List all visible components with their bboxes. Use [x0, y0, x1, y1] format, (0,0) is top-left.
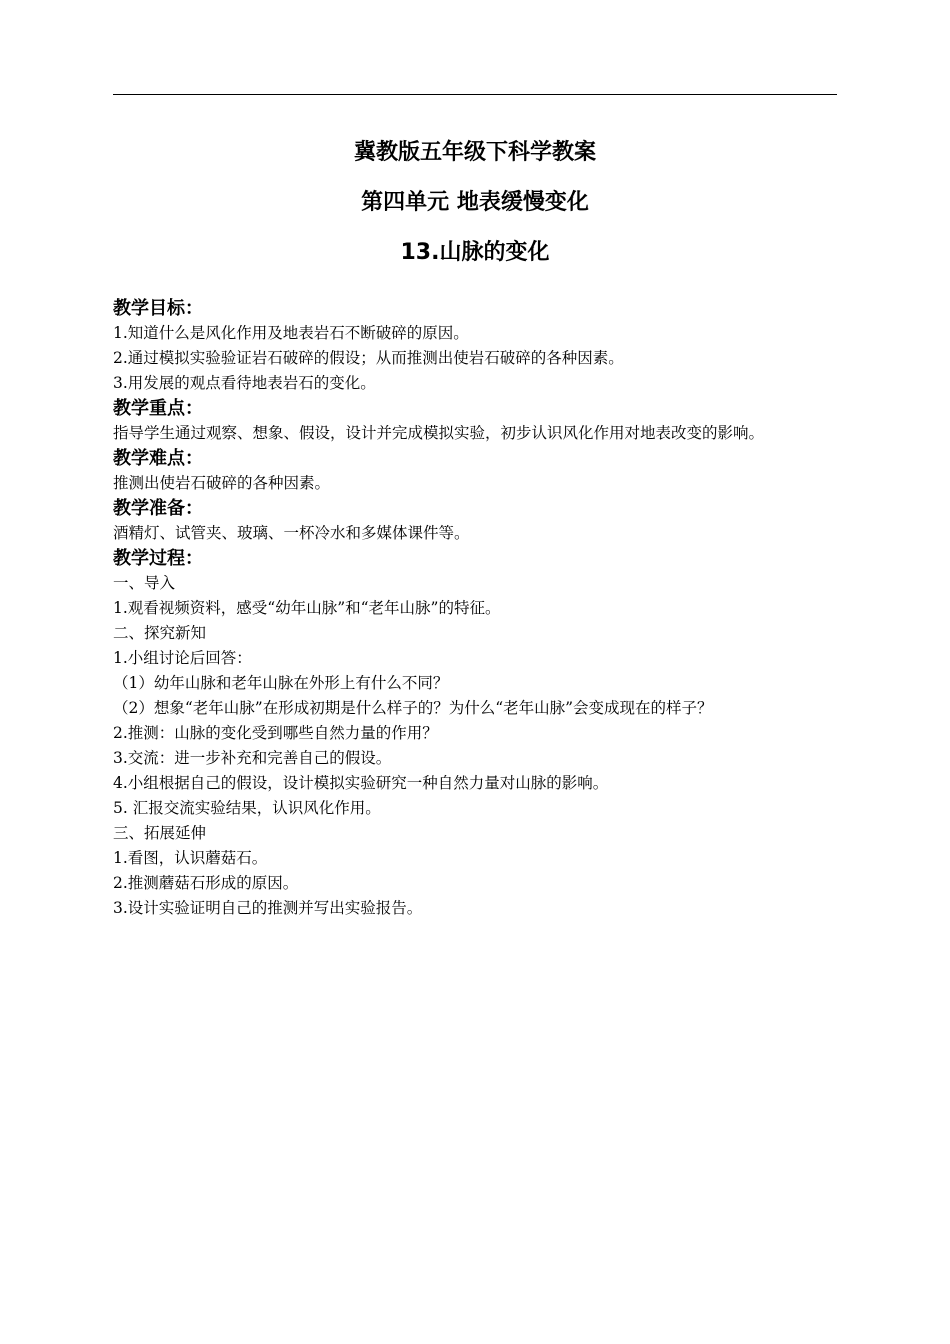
explore-item: （1）幼年山脉和老年山脉在外形上有什么不同？	[113, 674, 449, 692]
explore-item: （2）想象“老年山脉”在形成初期是什么样子的？为什么“老年山脉”会变成现在的样子？	[113, 699, 713, 717]
header-rule	[113, 94, 837, 95]
key-points-heading: 教学重点：	[113, 398, 203, 419]
extend-item: 2.推测蘑菇石形成的原因。	[113, 874, 299, 892]
objective-item: 1.知道什么是风化作用及地表岩石不断破碎的原因。	[113, 324, 469, 342]
explore-item: 2.推测：山脉的变化受到哪些自然力量的作用？	[113, 724, 438, 742]
objectives-heading: 教学目标：	[113, 298, 203, 319]
extend-item: 1.看图，认识蘑菇石。	[113, 849, 268, 867]
intro-section-title: 一、导入	[113, 574, 176, 592]
extend-item: 3.设计实验证明自己的推测并写出实验报告。	[113, 899, 423, 917]
explore-item: 5. 汇报交流实验结果，认识风化作用。	[113, 799, 381, 817]
document-title: 冀教版五年级下科学教案	[353, 140, 596, 165]
document-body	[113, 296, 837, 921]
explore-item: 3.交流：进一步补充和完善自己的假设。	[113, 749, 392, 767]
lesson-title: 13.山脉的变化	[400, 240, 550, 265]
extend-section-title: 三、拓展延伸	[113, 824, 207, 842]
difficulties-text: 推测出使岩石破碎的各种因素。	[113, 474, 331, 492]
key-points-text: 指导学生通过观察、想象、假设，设计并完成模拟实验，初步认识风化作用对地表改变的影响。	[113, 424, 765, 442]
explore-item: 4.小组根据自己的假设，设计模拟实验研究一种自然力量对山脉的影响。	[113, 774, 609, 792]
objective-item: 2.通过模拟实验验证岩石破碎的假设；从而推测出使岩石破碎的各种因素。	[113, 349, 624, 367]
intro-item: 1.观看视频资料，感受“幼年山脉”和“老年山脉”的特征。	[113, 599, 501, 617]
process-heading: 教学过程：	[113, 548, 203, 569]
objective-item: 3.用发展的观点看待地表岩石的变化。	[113, 374, 376, 392]
unit-title: 第四单元 地表缓慢变化	[361, 190, 589, 215]
preparation-text: 酒精灯、试管夹、玻璃、一杯冷水和多媒体课件等。	[113, 524, 470, 542]
preparation-heading: 教学准备：	[113, 498, 203, 519]
difficulties-heading: 教学难点：	[113, 448, 203, 469]
explore-item: 1.小组讨论后回答：	[113, 649, 252, 667]
explore-section-title: 二、探究新知	[113, 624, 207, 642]
document-titles	[113, 128, 837, 278]
